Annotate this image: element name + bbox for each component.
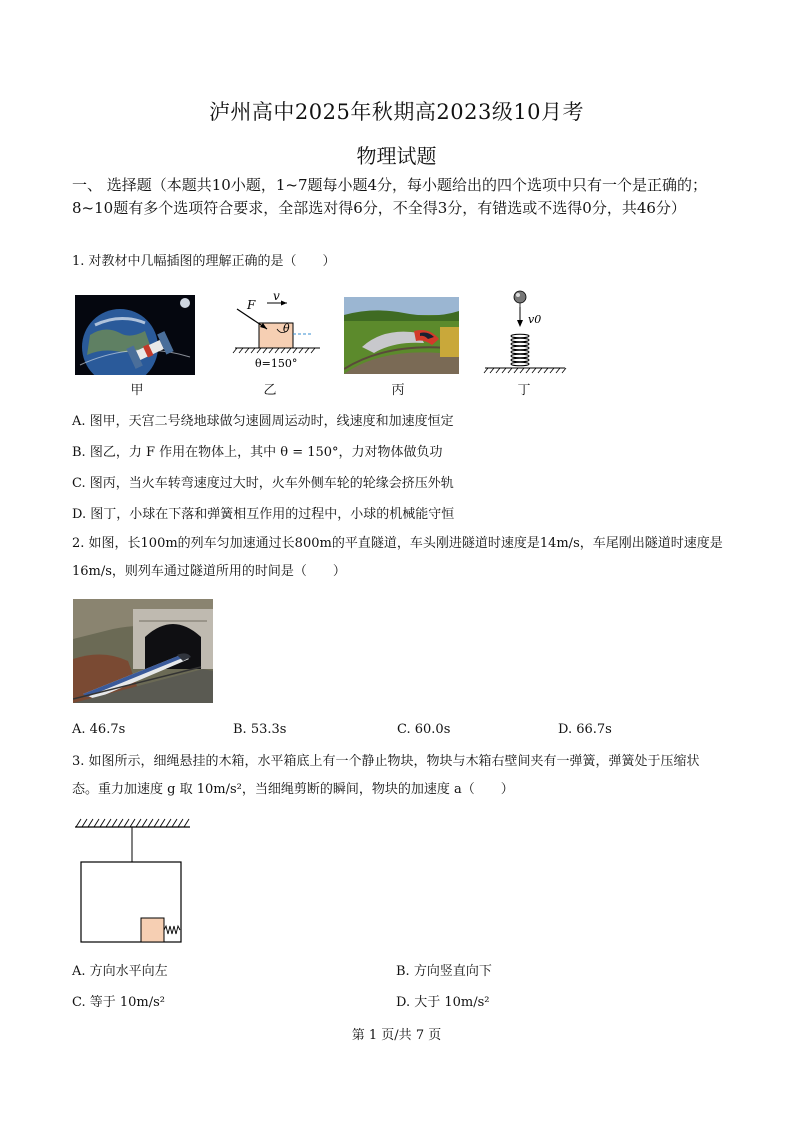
q3-option-d: D. 大于 10m/s² <box>396 995 490 1010</box>
q3-option-a: A. 方向水平向左 <box>72 964 168 979</box>
figure-hanging-box-spring <box>72 815 197 945</box>
figure-ding-ball-spring <box>480 287 570 377</box>
q2-option-a: A. 46.7s <box>72 722 126 737</box>
caption-jia: 甲 <box>130 383 144 398</box>
q3-option-b: B. 方向竖直向下 <box>396 964 492 979</box>
label-v0: v0 <box>528 313 542 326</box>
q2-option-c: C. 60.0s <box>397 722 451 737</box>
figure-yi-force-diagram <box>225 291 330 371</box>
q1-option-b: B. 图乙，力 F 作用在物体上，其中 θ = 150°，力对物体做负功 <box>72 445 443 460</box>
q2-option-b: B. 53.3s <box>233 722 287 737</box>
q3-option-c: C. 等于 10m/s² <box>72 995 166 1010</box>
caption-ding: 丁 <box>517 383 531 398</box>
figure-bing-train-curve <box>344 297 459 374</box>
q1-option-a: A. 图甲，天宫二号绕地球做匀速圆周运动时，线速度和加速度恒定 <box>72 414 454 429</box>
label-theta-value: θ=150° <box>255 357 298 370</box>
q2-option-d: D. 66.7s <box>558 722 612 737</box>
question-3-stem: 3. 如图所示，细绳悬挂的木箱，水平箱底上有一个静止物块，物块与木箱右壁间夹有一弹簧，弹簧处于压缩状态。重力加速度 g 取 10m/s²，当细绳剪断的瞬间，物块的加速度 a（ ） <box>72 754 700 797</box>
label-force-f: F <box>247 298 256 312</box>
question-1-stem: 1. 对教材中几幅插图的理解正确的是（ ） <box>72 254 336 269</box>
q1-option-c: C. 图丙，当火车转弯速度过大时，火车外侧车轮的轮缘会挤压外轨 <box>72 476 454 491</box>
figure-train-tunnel <box>73 599 213 703</box>
q1-option-d: D. 图丁，小球在下落和弹簧相互作用的过程中，小球的机械能守恒 <box>72 507 455 522</box>
page-footer: 第 1 页/共 7 页 <box>351 1028 442 1043</box>
question-2-stem: 2. 如图，长100m的列车匀加速通过长800m的平直隧道，车头刚进隧道时速度是14m/s，车尾刚出隧道时速度是16m/s，则列车通过隧道所用的时间是（ ） <box>72 536 723 579</box>
figure-jia-earth-station <box>75 295 195 375</box>
section-heading: 一、 选择题（本题共10小题，1~7题每小题4分，每小题给出的四个选项中只有一个是正确的；8~10题有多个选项符合要求，全部选对得6分，不全得3分，有错选或不选得0分，共46分） <box>72 176 708 217</box>
exam-subtitle: 物理试题 <box>356 144 437 168</box>
exam-title: 泸州高中2025年秋期高2023级10月考 <box>208 100 585 124</box>
caption-bing: 丙 <box>391 383 405 398</box>
label-theta: θ <box>283 322 290 335</box>
label-velocity-v: v <box>273 291 280 303</box>
caption-yi: 乙 <box>263 383 277 398</box>
